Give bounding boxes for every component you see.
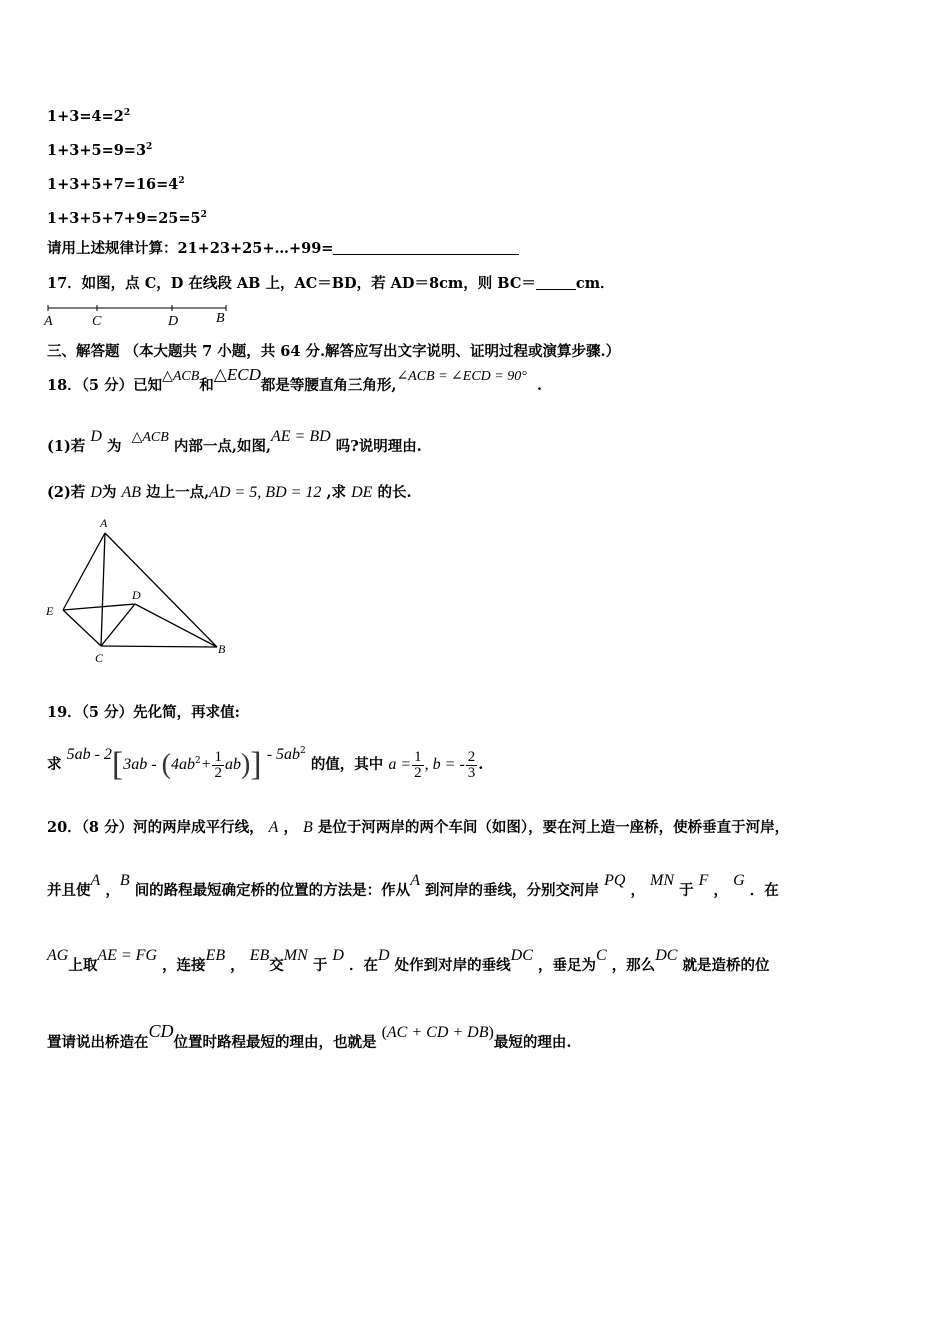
pattern-eq-1: $1+3=4=2^2$: [47, 108, 131, 125]
edge-ED: [63, 604, 135, 610]
edge-AB: [105, 533, 217, 647]
edge-EC: [63, 610, 101, 646]
vertex-E: E: [46, 604, 54, 618]
edge-AE: [63, 533, 105, 610]
q20-line1: 20．（8 分）河的两岸成平行线， A ， B 是位于河两岸的两个车间（如图），要在河上造一座桥，使桥垂直于河岸，: [47, 819, 790, 836]
label-D: D: [168, 314, 179, 329]
value-b-fraction: $\frac{2}{3}$: [467, 748, 476, 781]
answer-blank[interactable]: [333, 240, 519, 255]
vertex-A: A: [100, 516, 108, 530]
edge-DB: [135, 604, 217, 647]
q20-line4: 置请说出桥造在CD位置时路程最短的理由，也就是 (AC + CD + DB)最短的理由.: [47, 1021, 572, 1051]
label-A: A: [44, 314, 53, 329]
value-a-fraction: $\frac{1}{2}$: [414, 748, 422, 781]
q18-triangle-figure: [40, 512, 240, 672]
q18-intro: 18．（5 分）已知△ACB和△ECD都是等腰直角三角形,∠ACB = ∠ECD = 90° .: [47, 365, 543, 394]
edge-AC: [101, 533, 105, 646]
pattern-eq-4: $1+3+5+7+9=25=5^2$: [47, 210, 207, 227]
q20-line2: 并且使A ，B 间的路程最短确定桥的位置的方法是：作从A 到河岸的垂线，分别交河岸 PQ ， MN 于 F ， G ．在: [47, 872, 779, 899]
q18-part1: (1)若 D 为 △ACB 内部一点,如图,AE = BD 吗?说明理由.: [47, 428, 422, 455]
label-B: B: [216, 311, 225, 326]
q17-segment-figure: [40, 300, 240, 332]
q19-title: 19．（5 分）先化简，再求值:: [47, 704, 240, 721]
pattern-eq-3: $1+3+5+7=16=4^2$: [47, 176, 185, 193]
vertex-B: B: [218, 642, 226, 656]
q17-answer-blank[interactable]: [536, 275, 576, 290]
label-C: C: [92, 314, 102, 329]
q17-text: 17．如图，点 C，D 在线段 AB 上，AC＝BD，若 AD＝8cm，则 BC＝ cm．: [47, 275, 615, 292]
pattern-eq-2: $1+3+5=9=3^2$: [47, 142, 153, 159]
vertex-C: C: [95, 651, 104, 665]
pattern-question: 请用上述规律计算：21+23+25+…+99=: [47, 238, 910, 260]
q20-line3: AG上取AE = FG ，连接EB ， EB交MN 于 D ．在D 处作到对岸的垂线DC ，垂足为C ，那么DC 就是造桥的位: [47, 947, 770, 974]
q18-part2: (2)若 D为 AB 边上一点,AD = 5, BD = 12 ,求 DE 的长.: [47, 484, 412, 501]
fraction-one-half: $\frac{1}{2}$: [214, 748, 222, 781]
vertex-D: D: [132, 588, 141, 602]
q19-expression: 求 $5ab - 2[3ab - (4ab^2+$ $\frac{1}{2}$ $ab)] - 5ab^2$ 的值，其中 a = $\frac{1}{2}$ , b = - $\frac{2}{3}$ .: [47, 746, 484, 783]
edge-CB: [101, 646, 217, 647]
edge-DC: [101, 604, 135, 646]
section3-title: 三、解答题 （本大题共 7 小题，共 64 分.解答应写出文字说明、证明过程或演算步骤.）: [47, 343, 621, 360]
